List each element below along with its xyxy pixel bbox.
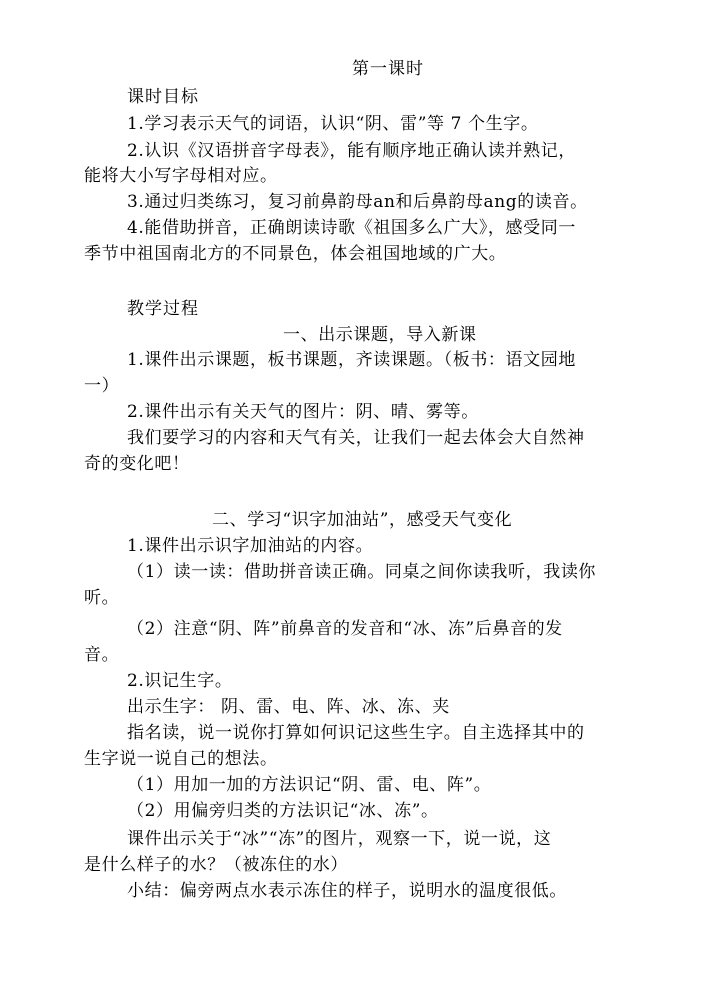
objective-4-line-2: 季节中祖国南北方的不同景色，体会祖国地域的广大。 [84, 244, 507, 264]
objective-2-line-2: 能将大小写字母相对应。 [84, 166, 278, 186]
section-2-paragraph-4: 2.识记生字。 [127, 671, 233, 691]
section-2-paragraph-9-line-1: 课件出示关于“冰”“冻”的图片，观察一下，说一说，这 [127, 829, 552, 849]
section-1-paragraph-3-line-1: 我们要学习的内容和天气有关，让我们一起去体会大自然神 [127, 428, 585, 448]
section-2-paragraph-2-line-2: 听。 [84, 588, 120, 608]
section-2-paragraph-1: 1.课件出示识字加油站的内容。 [127, 536, 374, 556]
section-1-paragraph-2: 2.课件出示有关天气的图片：阴、晴、雾等。 [127, 402, 479, 422]
section-1-paragraph-1-line-1: 1.课件出示课题，板书课题，齐读课题。（板书：语文园地 [127, 350, 576, 370]
objective-3: 3.通过归类练习，复习前鼻韵母an和后鼻韵母ang的读音。 [127, 192, 588, 212]
process-heading: 教学过程 [127, 299, 199, 319]
objectives-heading: 课时目标 [127, 87, 199, 107]
objective-4-line-1: 4.能借助拼音，正确朗读诗歌《祖国多么广大》，感受同一 [127, 218, 576, 238]
section-2-paragraph-9-line-2: 是什么样子的水？（被冻住的水） [84, 855, 348, 875]
section-2-paragraph-6-line-2: 生字说一说自己的想法。 [84, 749, 278, 769]
section-2-paragraph-2-line-1: （1）读一读：借助拼音读正确。同桌之间你读我听，我读你 [127, 562, 597, 582]
section-2-paragraph-8: （2）用偏旁归类的方法识记“冰、冻”。 [127, 801, 439, 821]
section-2-paragraph-7: （1）用加一加的方法识记“阴、雷、电、阵”。 [127, 775, 492, 795]
section-1-paragraph-3-line-2: 奇的变化吧！ [84, 454, 190, 474]
objective-2-line-1: 2.认识《汉语拼音字母表》，能有顺序地正确认读并熟记， [127, 141, 576, 161]
section-2-paragraph-10: 小结：偏旁两点水表示冻住的样子，说明水的温度很低。 [127, 881, 567, 901]
section-1-paragraph-1-line-2: 一） [84, 376, 120, 396]
section-2-paragraph-5: 出示生字： 阴、雷、电、阵、冰、冻、夹 [127, 697, 450, 717]
lesson-title: 第一课时 [352, 59, 424, 79]
section-1-title: 一、出示课题，导入新课 [283, 325, 477, 345]
section-2-paragraph-6-line-1: 指名读，说一说你打算如何识记这些生字。自主选择其中的 [127, 723, 585, 743]
section-2-paragraph-3-line-1: （2）注意“阴、阵”前鼻音的发音和“冰、冻”后鼻音的发 [127, 619, 563, 639]
section-2-title: 二、学习“识字加油站”，感受天气变化 [212, 510, 513, 530]
section-2-paragraph-3-line-2: 音。 [84, 645, 120, 665]
objective-1: 1.学习表示天气的词语，认识“阴、雷”等 7 个生字。 [127, 114, 539, 134]
